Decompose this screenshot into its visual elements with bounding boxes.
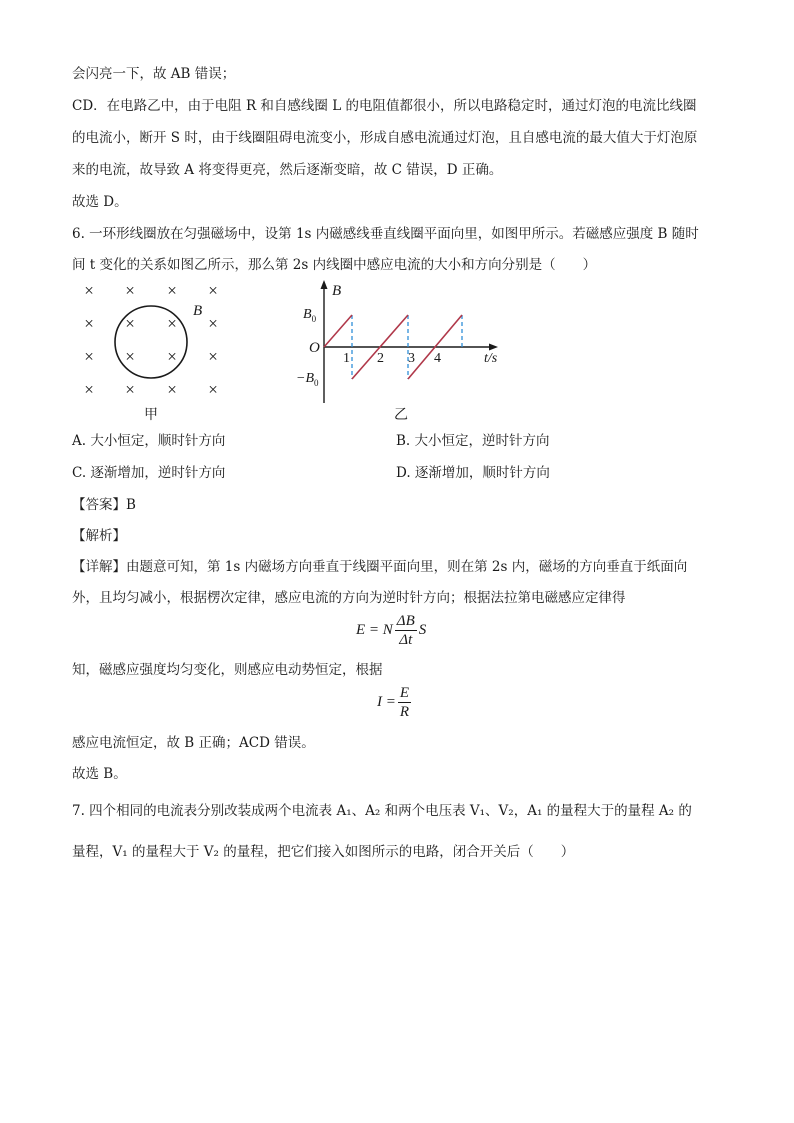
label-b0: $B_0$ xyxy=(303,307,317,324)
detail-line-2: 外，且均匀减小，根据楞次定律，感应电流的方向为逆时针方向；根据法拉第电磁感应定律得 xyxy=(72,590,626,606)
formula-ohm xyxy=(377,684,413,721)
figure-yi xyxy=(292,278,512,423)
tick-4: 4 xyxy=(434,351,441,366)
text-line-3: 的电流小，断开 S 时，由于线圈阻碍电流变小，形成自感电流通过灯泡，且自感电流的最大值大于灯泡原 xyxy=(72,130,698,146)
figure-jia xyxy=(72,278,232,423)
cross-mark: × xyxy=(125,281,135,300)
analysis-heading: 【解析】 xyxy=(72,528,126,544)
formula-faraday-num: ΔB xyxy=(396,613,415,629)
detail-line-3: 知，磁感应强度均匀变化，则感应电动势恒定，根据 xyxy=(72,662,383,678)
answer-line: 【答案】B xyxy=(72,497,136,513)
axis-label-b: B xyxy=(332,283,342,299)
cross-mark: × xyxy=(208,281,218,300)
text-line-4: 来的电流，故导致 A 将变得更亮，然后逐渐变暗，故 C 错误，D 正确。 xyxy=(72,162,503,178)
cross-mark: × xyxy=(84,347,94,366)
tick-1: 1 xyxy=(343,351,350,366)
cross-mark: × xyxy=(84,314,94,333)
tick-2: 2 xyxy=(377,351,384,366)
tick-3: 3 xyxy=(408,351,415,366)
cross-mark: × xyxy=(167,347,177,366)
text-line-1: 会闪亮一下，故 AB 错误； xyxy=(72,66,236,82)
cross-mark: × xyxy=(167,314,177,333)
label-neg-b0: $-B_0$ xyxy=(296,371,319,388)
caption-yi: 乙 xyxy=(394,407,408,423)
cross-mark: × xyxy=(208,314,218,333)
cross-mark: × xyxy=(84,281,94,300)
question-7-line-2: 量程，V₁ 的量程大于 V₂ 的量程，把它们接入如图所示的电路，闭合开关后（ ） xyxy=(72,844,575,860)
cross-mark: × xyxy=(125,347,135,366)
option-b: B. 大小恒定，逆时针方向 xyxy=(396,433,550,449)
x-axis-arrow xyxy=(489,344,498,351)
formula-faraday-rhs: S xyxy=(418,621,427,638)
label-b: B xyxy=(193,303,203,319)
ring-coil xyxy=(115,306,187,378)
formula-faraday xyxy=(356,612,426,649)
cross-mark: × xyxy=(208,347,218,366)
formula-ohm-lhs: I = xyxy=(377,693,396,710)
option-a: A. 大小恒定，顺时针方向 xyxy=(72,433,226,449)
axis-label-t: t/s xyxy=(484,351,498,366)
origin-label: O xyxy=(309,340,320,356)
cross-mark: × xyxy=(125,380,135,399)
detail-line-4: 感应电流恒定，故 B 正确；ACD 错误。 xyxy=(72,735,315,751)
cross-mark: × xyxy=(125,314,135,333)
caption-jia: 甲 xyxy=(144,407,158,423)
text-line-2: CD．在电路乙中，由于电阻 R 和自感线圈 L 的电阻值都很小，所以电路稳定时，通过灯泡的电流比线圈 xyxy=(72,98,697,114)
formula-ohm-num: E xyxy=(399,685,410,701)
question-6-line-2: 间 t 变化的关系如图乙所示，那么第 2s 内线圈中感应电流的大小和方向分别是（ ） xyxy=(72,257,597,273)
cross-mark: × xyxy=(84,380,94,399)
cross-mark: × xyxy=(167,380,177,399)
formula-faraday-den: Δt xyxy=(399,632,413,648)
detail-line-5: 故选 B。 xyxy=(72,766,127,782)
b-segment-1 xyxy=(324,315,352,347)
question-7-line-1: 7. 四个相同的电流表分别改装成两个电流表 A₁、A₂ 和两个电压表 V₁、V₂，A₁ 的量程大于的量程 A₂ 的 xyxy=(72,803,692,819)
formula-ohm-den: R xyxy=(399,704,410,720)
text-line-5: 故选 D。 xyxy=(72,194,128,210)
formula-faraday-lhs: E = N xyxy=(356,621,393,638)
detail-line-1: 【详解】由题意可知，第 1s 内磁场方向垂直于线圈平面向里，则在第 2s 内，磁场的方向垂直于纸面向 xyxy=(72,559,688,575)
question-6-line-1: 6. 一环形线圈放在匀强磁场中，设第 1s 内磁感线垂直线圈平面向里，如图甲所示。若磁感应强度 B 随时 xyxy=(72,226,699,242)
option-d: D. 逐渐增加，顺时针方向 xyxy=(396,465,550,481)
cross-mark: × xyxy=(167,281,177,300)
y-axis-arrow xyxy=(321,280,328,289)
cross-mark: × xyxy=(208,380,218,399)
option-c: C. 逐渐增加，逆时针方向 xyxy=(72,465,226,481)
